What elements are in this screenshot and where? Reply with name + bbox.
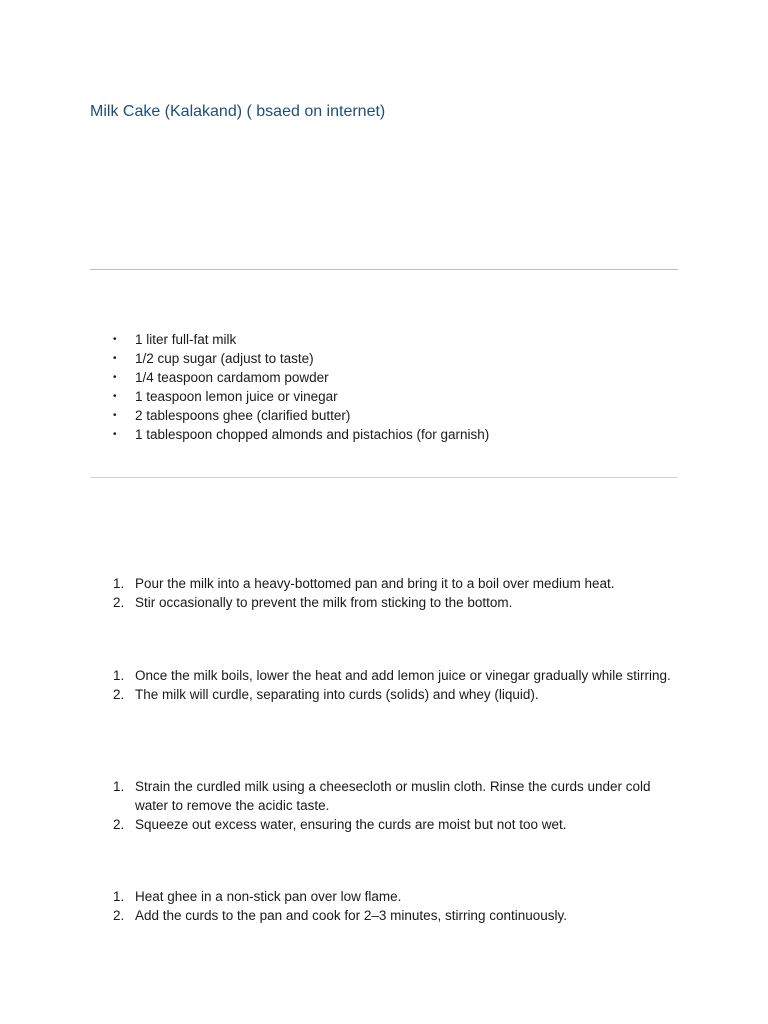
step-text: Pour the milk into a heavy-bottomed pan and bring it to a boil over medium heat. bbox=[135, 576, 615, 591]
list-number: 1. bbox=[113, 576, 125, 591]
list-number: 2. bbox=[113, 595, 125, 610]
horizontal-divider bbox=[90, 269, 678, 270]
ingredient-text: 1 liter full-fat milk bbox=[135, 332, 237, 347]
step-text: Add the curds to the pan and cook for 2–3 minutes, stirring continuously. bbox=[135, 908, 567, 923]
list-number: 1. bbox=[113, 779, 125, 794]
list-item bbox=[0, 666, 675, 685]
list-number: 2. bbox=[113, 817, 125, 832]
step-text: Stir occasionally to prevent the milk from sticking to the bottom. bbox=[135, 595, 513, 610]
step-text: Once the milk boils, lower the heat and add lemon juice or vinegar gradually while stirring. bbox=[135, 668, 671, 683]
ingredient-text: 1/4 teaspoon cardamom powder bbox=[135, 370, 329, 385]
list-item bbox=[0, 887, 675, 906]
list-item bbox=[0, 349, 675, 368]
list-item bbox=[0, 815, 675, 834]
step-text: Heat ghee in a non-stick pan over low flame. bbox=[135, 889, 402, 904]
bullet-icon: • bbox=[113, 429, 117, 440]
list-number: 1. bbox=[113, 889, 125, 904]
bullet-icon: • bbox=[113, 334, 117, 345]
list-number: 2. bbox=[113, 687, 125, 702]
list-item bbox=[0, 406, 675, 425]
list-item bbox=[0, 777, 675, 815]
list-number: 1. bbox=[113, 668, 125, 683]
ingredient-text: 1 teaspoon lemon juice or vinegar bbox=[135, 389, 338, 404]
list-item bbox=[0, 685, 675, 704]
list-item bbox=[0, 593, 675, 612]
bullet-icon: • bbox=[113, 372, 117, 383]
instruction-list-curdle bbox=[0, 666, 675, 704]
ingredient-text: 1/2 cup sugar (adjust to taste) bbox=[135, 351, 314, 366]
list-item bbox=[0, 387, 675, 406]
list-item bbox=[0, 425, 675, 444]
bullet-icon: • bbox=[113, 353, 117, 364]
instruction-list-cook bbox=[0, 887, 675, 925]
horizontal-divider bbox=[90, 477, 678, 478]
bullet-icon: • bbox=[113, 410, 117, 421]
list-item bbox=[0, 330, 675, 349]
ingredient-text: 1 tablespoon chopped almonds and pistachios (for garnish) bbox=[135, 427, 490, 442]
list-item bbox=[0, 574, 675, 593]
bullet-icon: • bbox=[113, 391, 117, 402]
list-item bbox=[0, 368, 675, 387]
step-text: Squeeze out excess water, ensuring the curds are moist but not too wet. bbox=[135, 817, 567, 832]
ingredients-list bbox=[0, 330, 675, 444]
list-number: 2. bbox=[113, 908, 125, 923]
step-text: The milk will curdle, separating into curds (solids) and whey (liquid). bbox=[135, 687, 539, 702]
document-title: Milk Cake (Kalakand) ( bsaed on internet) bbox=[90, 103, 386, 120]
instruction-list-strain bbox=[0, 777, 675, 834]
ingredient-text: 2 tablespoons ghee (clarified butter) bbox=[135, 408, 351, 423]
instruction-list-boil bbox=[0, 574, 675, 612]
step-text: Strain the curdled milk using a cheesecloth or muslin cloth. Rinse the curds under cold water to remove the acidic taste. bbox=[135, 779, 651, 813]
list-item bbox=[0, 906, 675, 925]
